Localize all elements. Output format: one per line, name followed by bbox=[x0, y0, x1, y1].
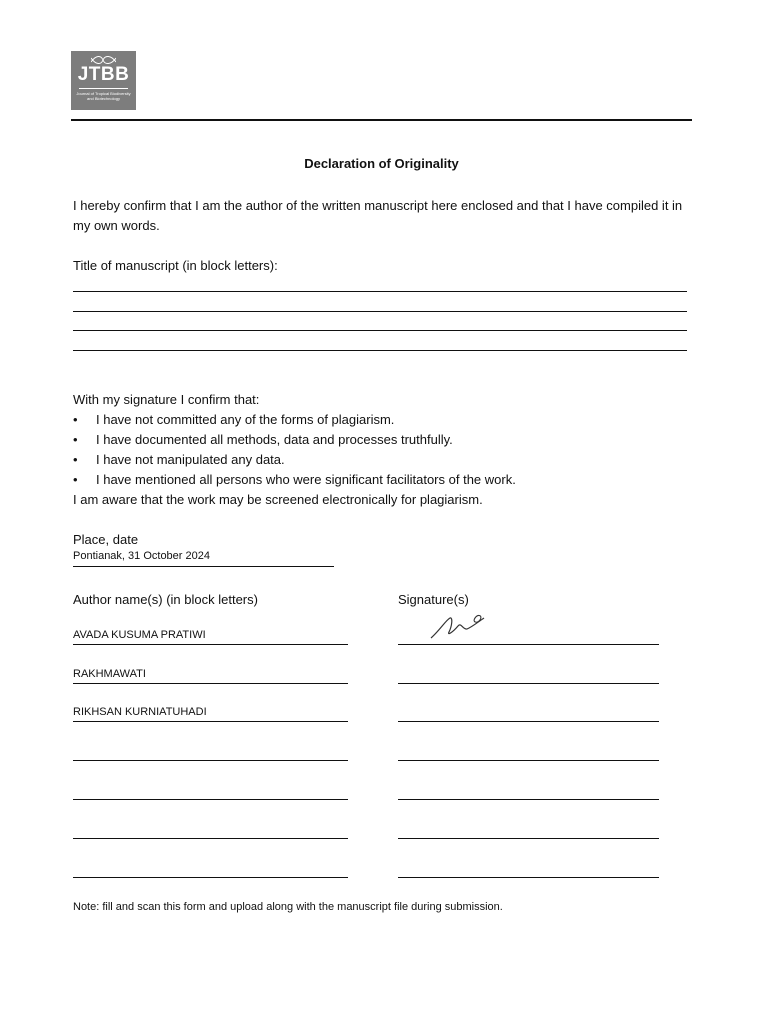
author-name-2: RAKHMAWATI bbox=[73, 668, 146, 680]
manuscript-title-line-3[interactable] bbox=[73, 330, 687, 331]
author-name-3: RIKHSAN KURNIATUHADI bbox=[73, 706, 207, 718]
author-line[interactable] bbox=[73, 721, 348, 722]
author-line[interactable] bbox=[73, 799, 348, 800]
journal-logo bbox=[71, 51, 136, 110]
bullet-text: I have not manipulated any data. bbox=[96, 452, 285, 467]
place-date-value: Pontianak, 31 October 2024 bbox=[73, 550, 210, 562]
signature-line[interactable] bbox=[398, 721, 659, 722]
list-item: • I have not manipulated any data. bbox=[73, 452, 285, 467]
author-line[interactable] bbox=[73, 683, 348, 684]
author-line[interactable] bbox=[73, 838, 348, 839]
author-line[interactable] bbox=[73, 760, 348, 761]
place-date-line[interactable] bbox=[73, 566, 334, 567]
author-names-label: Author name(s) (in block letters) bbox=[73, 592, 258, 607]
list-item: • I have mentioned all persons who were significant facilitators of the work. bbox=[73, 472, 516, 487]
manuscript-title-line-1[interactable] bbox=[73, 291, 687, 292]
signature-line[interactable] bbox=[398, 644, 659, 645]
list-item: • I have documented all methods, data and processes truthfully. bbox=[73, 432, 453, 447]
signature-line[interactable] bbox=[398, 877, 659, 878]
manuscript-title-label: Title of manuscript (in block letters): bbox=[73, 258, 278, 273]
signature-line[interactable] bbox=[398, 683, 659, 684]
logo-divider bbox=[79, 88, 128, 89]
declaration-intro: I hereby confirm that I am the author of the written manuscript here enclosed and that I have compiled it in my own words. bbox=[73, 198, 683, 233]
author-line[interactable] bbox=[73, 877, 348, 878]
place-date-label: Place, date bbox=[73, 532, 139, 547]
bullet-text: I have not committed any of the forms of plagiarism. bbox=[96, 412, 395, 427]
page-title: Declaration of Originality bbox=[304, 156, 459, 171]
manuscript-title-line-2[interactable] bbox=[73, 311, 687, 312]
list-item: • I have not committed any of the forms of plagiarism. bbox=[73, 412, 395, 427]
logo-acronym: JTBB bbox=[77, 64, 130, 85]
logo-tagline: Journal of Tropical Biodiversity and Biotechnology bbox=[76, 91, 131, 101]
handwritten-signature bbox=[428, 612, 488, 642]
bullet-text: I have documented all methods, data and processes truthfully. bbox=[96, 432, 453, 447]
signature-line[interactable] bbox=[398, 760, 659, 761]
bullet-text: I have mentioned all persons who were significant facilitators of the work. bbox=[96, 472, 516, 487]
signature-line[interactable] bbox=[398, 799, 659, 800]
signatures-label: Signature(s) bbox=[398, 592, 469, 607]
plagiarism-screening-note: I am aware that the work may be screened electronically for plagiarism. bbox=[73, 492, 483, 507]
signature-line[interactable] bbox=[398, 838, 659, 839]
confirm-intro: With my signature I confirm that: bbox=[73, 392, 260, 407]
header-rule bbox=[71, 119, 692, 121]
manuscript-title-line-4[interactable] bbox=[73, 350, 687, 351]
author-name-1: AVADA KUSUMA PRATIWI bbox=[73, 629, 206, 641]
author-line[interactable] bbox=[73, 644, 348, 645]
confirmation-list bbox=[73, 410, 516, 490]
submission-note: Note: fill and scan this form and upload along with the manuscript file during submission. bbox=[73, 901, 503, 913]
